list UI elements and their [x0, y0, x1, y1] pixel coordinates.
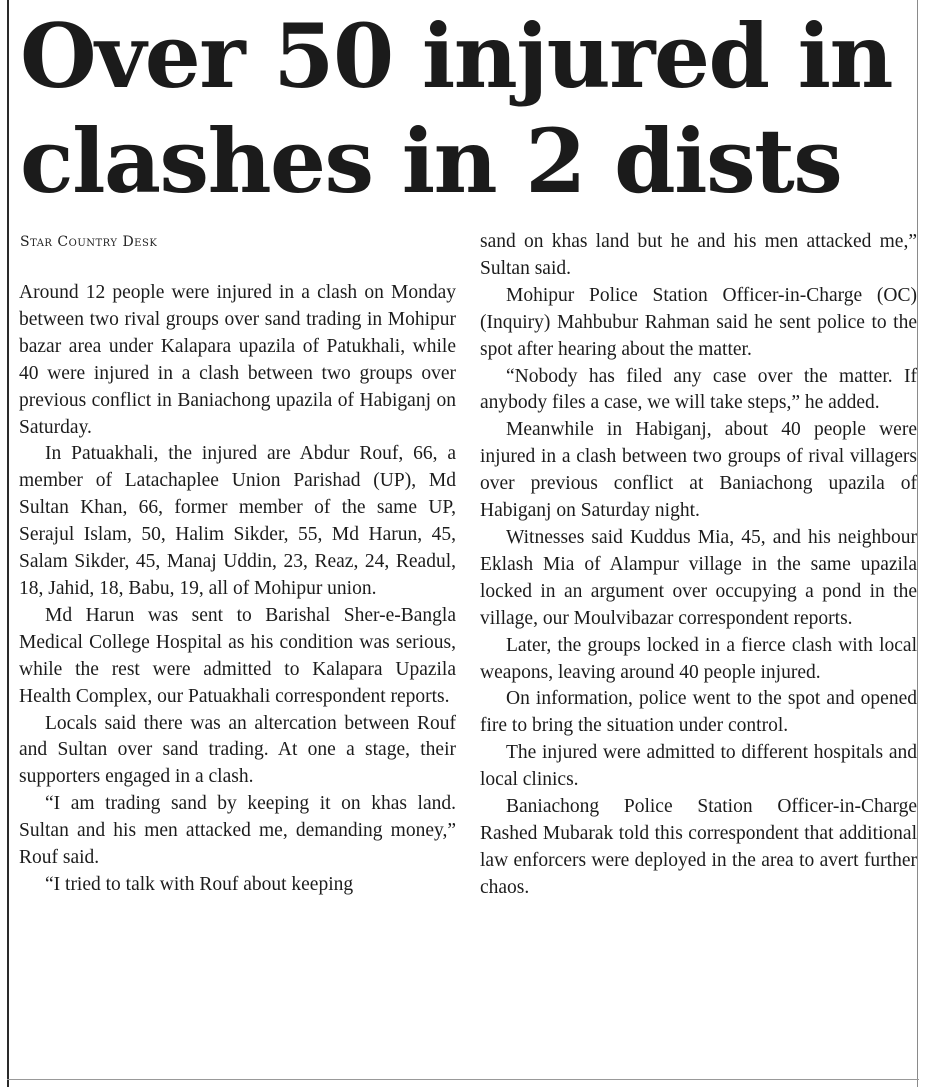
paragraph: In Patuakhali, the injured are Abdur Rouf, 66, a member of Latachaplee Union Parishad (UP), Md Sultan Khan, 66, former member of the same UP, Serajul Islam, 50, Halim Sikder, 55, Md Harun, 45, Salam Sikder, 45, Manaj Uddin, 23, Reaz, 24, Readul, 18, Jahid, 18, Babu, 19, all of Mohipur union.: [19, 443, 456, 599]
paragraph: sand on khas land but he and his men attacked me,” Sultan said.: [480, 231, 917, 279]
right-column-rule: [917, 0, 918, 1087]
headline: [20, 4, 915, 214]
paragraph: On information, police went to the spot and opened fire to bring the situation under control.: [480, 688, 917, 737]
paragraph: Around 12 people were injured in a clash on Monday between two rival groups over sand trading in Mohipur bazar area under Kalapara upazila of Patukhali, while 40 were injured in a clash between two groups over previous conflict in Baniachong upazila of Habiganj on Saturday.: [19, 282, 456, 438]
paragraph: “I tried to talk with Rouf about keeping: [45, 873, 354, 895]
paragraph: Mohipur Police Station Officer-in-Charge (OC) (Inquiry) Mahbubur Rahman said he sent police to the spot after hearing about the matter.: [480, 284, 917, 360]
headline-line-2: clashes in 2 dists: [20, 109, 842, 213]
paragraph: “Nobody has filed any case over the matter. If anybody files a case, we will take steps,” he added.: [480, 365, 917, 414]
article-column-2: [480, 229, 917, 902]
paragraph: The injured were admitted to different hospitals and local clinics.: [480, 742, 917, 791]
byline: Star Country Desk: [20, 234, 158, 250]
paragraph: Later, the groups locked in a fierce clash with local weapons, leaving around 40 people injured.: [480, 634, 917, 683]
paragraph: Witnesses said Kuddus Mia, 45, and his neighbour Eklash Mia of Alampur village in the same upazila locked in an argument over occupying a pond in the village, our Moulvibazar correspondent reports.: [480, 526, 917, 629]
paragraph: Locals said there was an altercation between Rouf and Sultan over sand trading. At one a stage, their supporters engaged in a clash.: [19, 712, 456, 788]
paragraph: Baniachong Police Station Officer-in-Charge Rashed Mubarak told this correspondent that additional law enforcers were deployed in the area to avert further chaos.: [480, 796, 917, 898]
left-column-rule: [7, 0, 9, 1087]
paragraph: Meanwhile in Habiganj, about 40 people were injured in a clash between two groups of rival villagers over previous conflict at Baniachong upazila of Habiganj on Saturday night.: [480, 419, 917, 522]
paragraph: Md Harun was sent to Barishal Sher-e-Bangla Medical College Hospital as his condition was serious, while the rest were admitted to Kalapara Upazila Health Complex, our Patuakhali correspondent reports.: [19, 604, 456, 707]
headline-line-1: Over 50 injured in: [20, 4, 893, 108]
bottom-rule: [7, 1079, 919, 1080]
paragraph: “I am trading sand by keeping it on khas land. Sultan and his men attacked me, demanding money,” Rouf said.: [19, 793, 456, 869]
article-column-1: [19, 280, 456, 899]
